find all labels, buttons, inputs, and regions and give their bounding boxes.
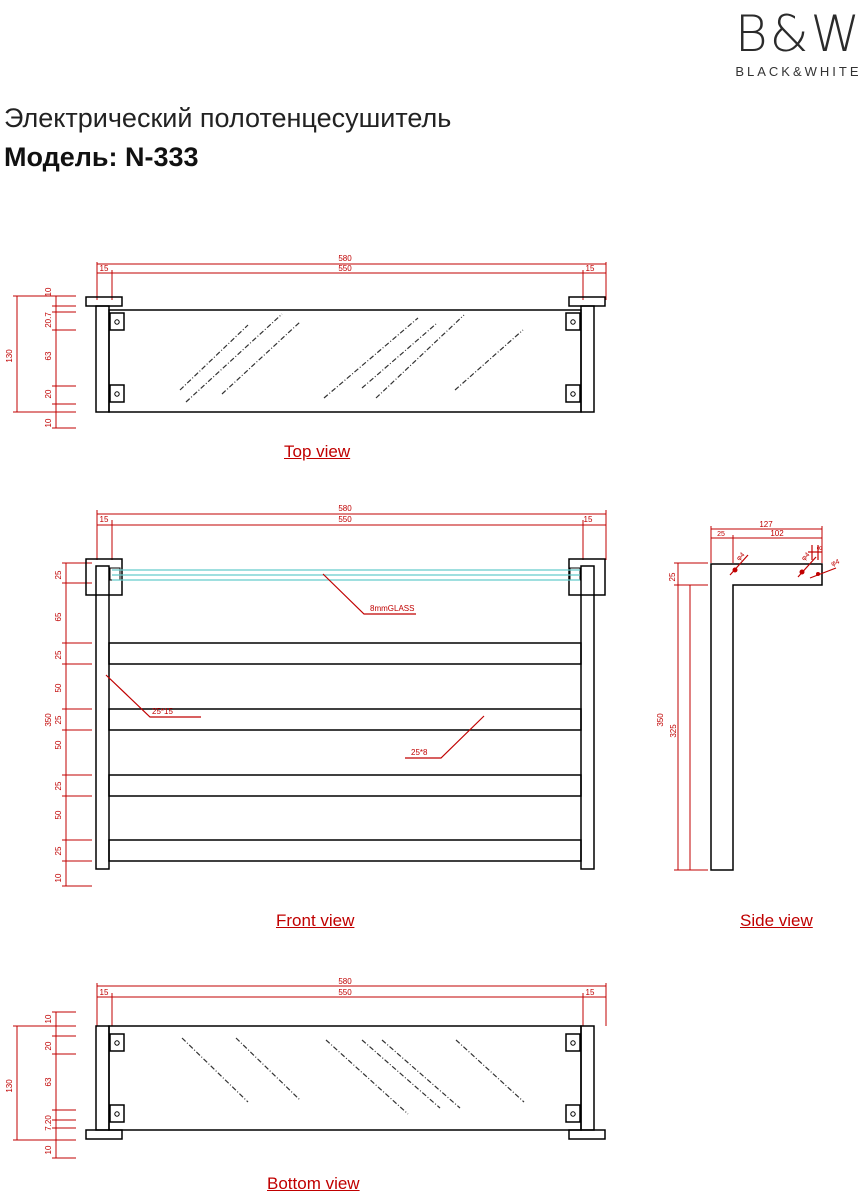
dim-front-inner: 550	[338, 515, 352, 524]
dim-side-h2: 350	[656, 713, 665, 727]
label-side-phi1: φ4	[735, 551, 747, 563]
dim-front-height: 350	[44, 713, 53, 727]
bottom-view	[5, 977, 606, 1158]
side-view	[656, 520, 841, 870]
dim-front-v1: 25	[54, 570, 63, 580]
dim-front-v6: 50	[54, 740, 63, 750]
label-side-phi3: φ4	[830, 558, 841, 568]
dim-top-depth: 130	[5, 349, 14, 363]
top-object	[86, 297, 605, 412]
dim-front-overall: 580	[338, 504, 352, 513]
dim-side-h3: 325	[669, 724, 678, 738]
top-view-label: Top view	[284, 442, 351, 461]
dim-side-total: 127	[759, 520, 773, 529]
dim-front-left-end: 15	[99, 515, 109, 524]
dim-bottom-v5: 10	[44, 1145, 53, 1155]
bottom-glass-reflections	[182, 1038, 524, 1114]
dim-bottom-v3: 63	[44, 1077, 53, 1087]
side-view-label: Side view	[740, 911, 813, 930]
label-glass: 8mmGLASS	[370, 604, 415, 613]
dim-front-v8: 50	[54, 810, 63, 820]
bottom-view-label: Bottom view	[267, 1174, 360, 1193]
dim-bottom-v1: 10	[44, 1014, 53, 1024]
dim-bottom-depth: 130	[5, 1079, 14, 1093]
dim-front-v7: 25	[54, 781, 63, 791]
dim-top-v5: 10	[44, 418, 53, 428]
dim-side-h1: 25	[668, 572, 677, 582]
dim-top-v4: 20	[44, 389, 53, 399]
dim-bottom-v4: 7.20	[44, 1115, 53, 1131]
front-glass-shelf	[112, 570, 580, 580]
dim-right-end: 15	[585, 264, 595, 273]
logo-tagline: BLACK&WHITE	[735, 64, 862, 79]
dim-top-v1: 10	[44, 287, 53, 297]
label-tube-b: 25*8	[411, 748, 428, 757]
dim-bottom-v2: 20	[44, 1041, 53, 1051]
side-hole-marks	[733, 568, 821, 577]
dim-bottom-inner: 550	[338, 988, 352, 997]
dim-front-right-end: 15	[583, 515, 593, 524]
dim-overall-width: 580	[338, 254, 352, 263]
front-view-label: Front view	[276, 911, 355, 930]
dim-front-v5: 25	[54, 715, 63, 725]
dim-bottom-right-end: 15	[585, 988, 595, 997]
dim-front-v4: 50	[54, 683, 63, 693]
side-profile	[711, 564, 822, 870]
model-subtitle: Модель: N-333	[4, 142, 199, 172]
front-vertical-dimensions	[62, 563, 92, 886]
front-view	[44, 504, 606, 886]
dim-side-b: 102	[770, 529, 784, 538]
dim-side-a: 25	[717, 531, 725, 538]
dim-bottom-left-end: 15	[99, 988, 109, 997]
dim-left-end: 15	[99, 264, 109, 273]
bottom-object	[86, 1026, 605, 1139]
dim-front-v10: 10	[54, 873, 63, 883]
dim-inner-width: 550	[338, 264, 352, 273]
dim-front-v2: 65	[54, 612, 63, 622]
label-side-phi2: φ4	[800, 551, 812, 563]
logo-mark: B&W	[734, 5, 862, 63]
dim-front-v9: 25	[54, 846, 63, 856]
top-view	[5, 254, 606, 428]
page-title: Электрический полотенцесушитель	[4, 103, 452, 133]
top-glass-reflections	[180, 314, 523, 402]
dim-top-v3: 63	[44, 351, 53, 361]
dim-front-v3: 25	[54, 650, 63, 660]
label-tube-a: 25*15	[152, 707, 173, 716]
dim-top-v2: 20.7	[44, 312, 53, 328]
side-vertical-dimensions	[674, 563, 708, 870]
dim-bottom-overall: 580	[338, 977, 352, 986]
label-side-small: 8	[817, 546, 824, 550]
